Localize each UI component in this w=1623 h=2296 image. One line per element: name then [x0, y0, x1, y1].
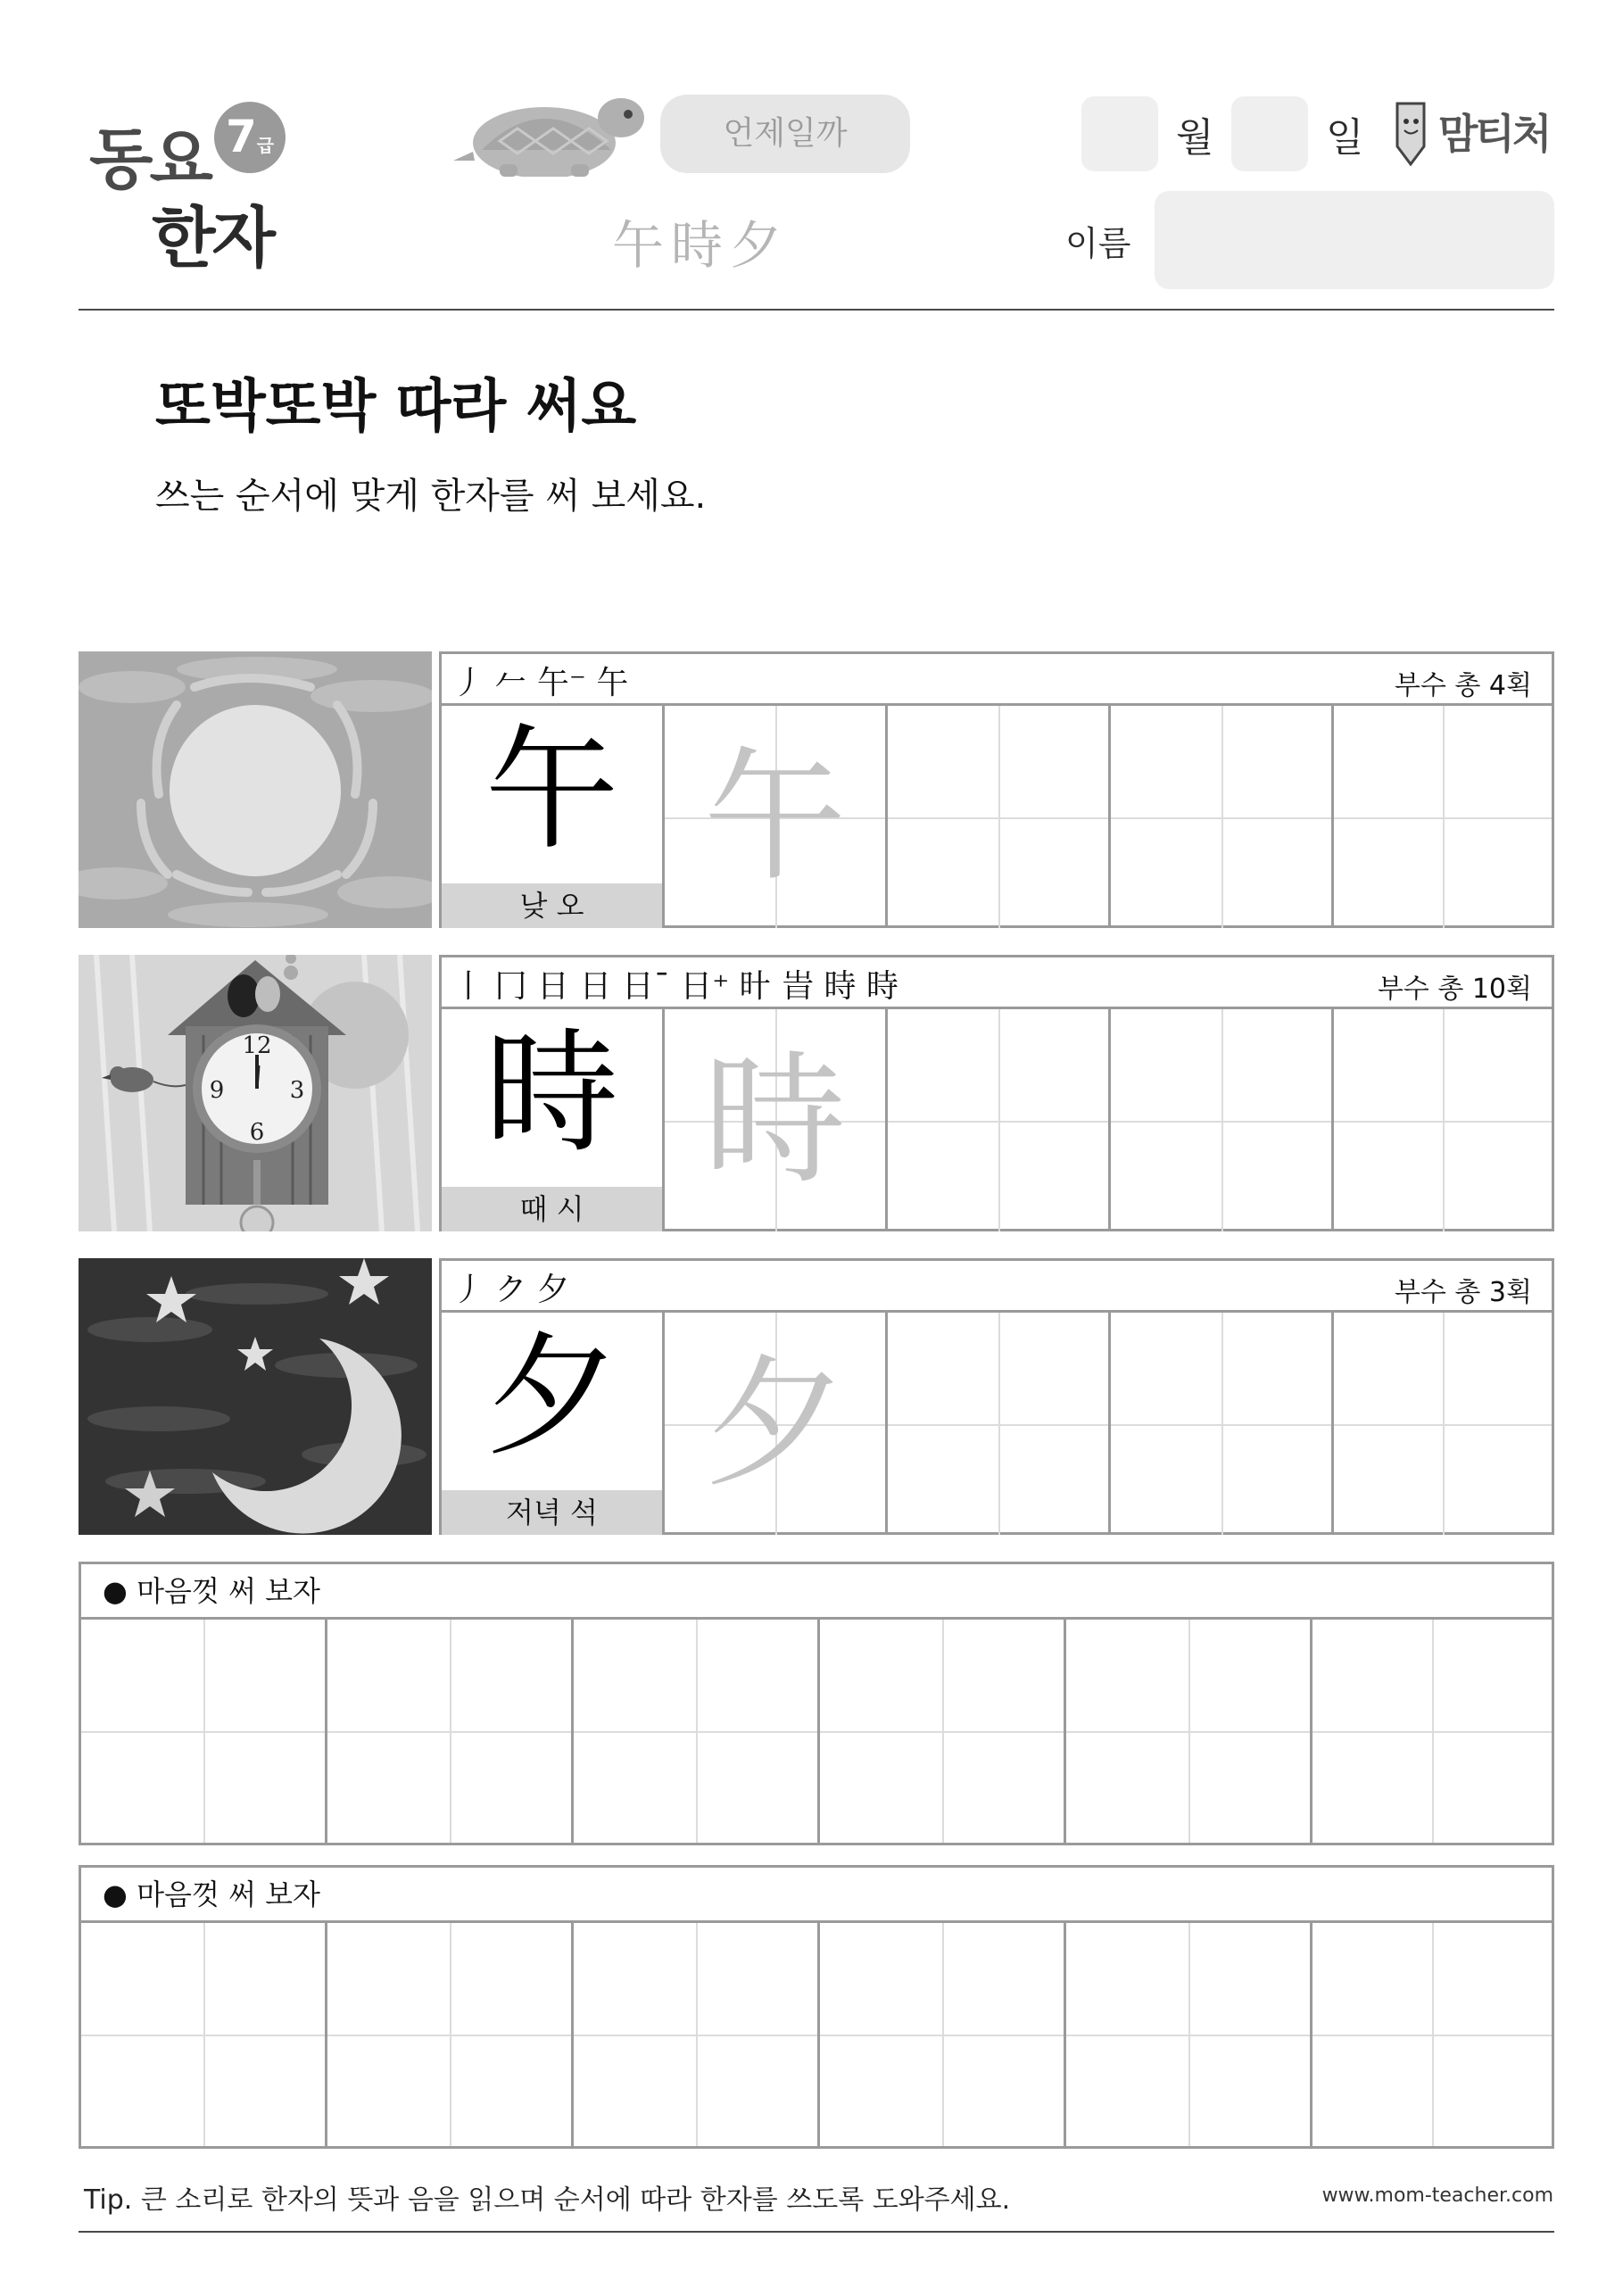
practice-row: [79, 651, 1554, 928]
writing-cell[interactable]: [1312, 1620, 1552, 1843]
writing-cell[interactable]: [574, 1620, 820, 1843]
clock-number: 9: [209, 1077, 225, 1104]
trace-cell[interactable]: [665, 706, 888, 928]
writing-cell[interactable]: [1312, 1923, 1552, 2146]
stroke-order-bar: [442, 654, 1552, 706]
model-hanja-box: [442, 706, 665, 928]
hanja-title: 午時夕: [612, 215, 790, 276]
day-input[interactable]: [1231, 96, 1308, 171]
hanja-meaning: 저녁 석: [442, 1490, 662, 1535]
writing-cell[interactable]: [1111, 1009, 1334, 1231]
writing-cell[interactable]: [574, 1923, 820, 2146]
stroke-order: 丿 𠂉 午⁻ 午: [452, 665, 629, 701]
footer-divider: [79, 2231, 1554, 2233]
writing-cell[interactable]: [1066, 1923, 1312, 2146]
clock-number: 12: [242, 1032, 272, 1059]
writing-cell[interactable]: [1334, 1313, 1552, 1535]
brand-logo: [1388, 89, 1558, 170]
writing-cell[interactable]: [888, 1313, 1111, 1535]
logo: [89, 107, 321, 286]
clock-number: 6: [249, 1119, 265, 1146]
model-hanja: 夕: [484, 1320, 619, 1475]
practice-row: [79, 955, 1554, 1231]
logo-line-1: 동요: [89, 121, 210, 198]
writing-cell[interactable]: [820, 1620, 1066, 1843]
writing-grid: [439, 651, 1554, 928]
cuckoo-clock-image: [79, 955, 432, 1231]
writing-cell[interactable]: [1111, 706, 1334, 928]
writing-cell[interactable]: [81, 1923, 327, 2146]
hanja-meaning: 때 시: [442, 1187, 662, 1231]
writing-cell[interactable]: [888, 1009, 1111, 1231]
model-hanja: 時: [484, 1016, 619, 1172]
hanja-meaning: 낮 오: [442, 883, 662, 928]
grade-badge: [214, 102, 286, 173]
writing-grid: [439, 1258, 1554, 1535]
day-label: 일: [1326, 115, 1364, 161]
model-hanja-box: [442, 1313, 665, 1535]
footer-tip: Tip. 큰 소리로 한자의 뜻과 음을 읽으며 순서에 따라 한자를 쓰도록 도와주세요.: [84, 2184, 1011, 2216]
writing-cell[interactable]: [820, 1923, 1066, 2146]
trace-hanja: 午: [703, 734, 847, 900]
free-practice-label: ● 마음껏 써 보자: [81, 1868, 1552, 1923]
grade-badge-suffix: 급: [256, 135, 275, 156]
turtle-icon: [446, 87, 651, 177]
trace-hanja: 時: [703, 1037, 847, 1204]
name-input[interactable]: [1155, 191, 1554, 289]
crescent-moon-image: [79, 1258, 432, 1535]
trace-cell[interactable]: [665, 1009, 888, 1231]
free-practice-box: [79, 1865, 1554, 2149]
writing-cell[interactable]: [888, 706, 1111, 928]
section-heading: 또박또박 따라 써요: [155, 374, 637, 440]
stroke-order: 丿 ク 夕: [452, 1272, 569, 1308]
header-divider: [79, 309, 1554, 311]
writing-cell[interactable]: [327, 1923, 574, 2146]
trace-hanja: 夕: [703, 1340, 847, 1507]
model-hanja-box: [442, 1009, 665, 1231]
writing-cell[interactable]: [1066, 1620, 1312, 1843]
writing-cell[interactable]: [1334, 1009, 1552, 1231]
name-label: 이름: [1065, 224, 1131, 263]
writing-cell[interactable]: [327, 1620, 574, 1843]
free-practice-box: [79, 1562, 1554, 1845]
clock-number: 3: [289, 1077, 305, 1104]
when-label: 언제일까: [660, 95, 910, 173]
pencil-icon: [1388, 95, 1433, 166]
footer-site: www.mom-teacher.com: [1321, 2184, 1553, 2207]
month-input[interactable]: [1081, 96, 1158, 171]
free-practice-label: ● 마음껏 써 보자: [81, 1564, 1552, 1620]
writing-cell[interactable]: [81, 1620, 327, 1843]
model-hanja: 午: [484, 713, 619, 868]
stroke-order-bar: [442, 1261, 1552, 1313]
stroke-order: 丨 冂 日 日 日ˉ 日⁺ 旪 旹 時 時: [452, 968, 898, 1005]
stroke-count: 부수 총 10획: [1377, 974, 1532, 1005]
stroke-order-bar: [442, 957, 1552, 1009]
month-label: 월: [1176, 115, 1214, 161]
writing-cell[interactable]: [1334, 706, 1552, 928]
logo-line-2: 한자: [152, 200, 272, 277]
practice-row: [79, 1258, 1554, 1535]
brand-text: 맘티처: [1438, 110, 1550, 158]
trace-cell[interactable]: [665, 1313, 888, 1535]
stroke-count: 부수 총 3획: [1394, 1277, 1532, 1308]
sun-image: [79, 651, 432, 928]
section-instruction: 쓰는 순서에 맞게 한자를 써 보세요.: [155, 476, 707, 517]
stroke-count: 부수 총 4획: [1394, 670, 1532, 701]
grade-badge-number: 7: [225, 111, 257, 162]
writing-cell[interactable]: [1111, 1313, 1334, 1535]
writing-grid: [439, 955, 1554, 1231]
